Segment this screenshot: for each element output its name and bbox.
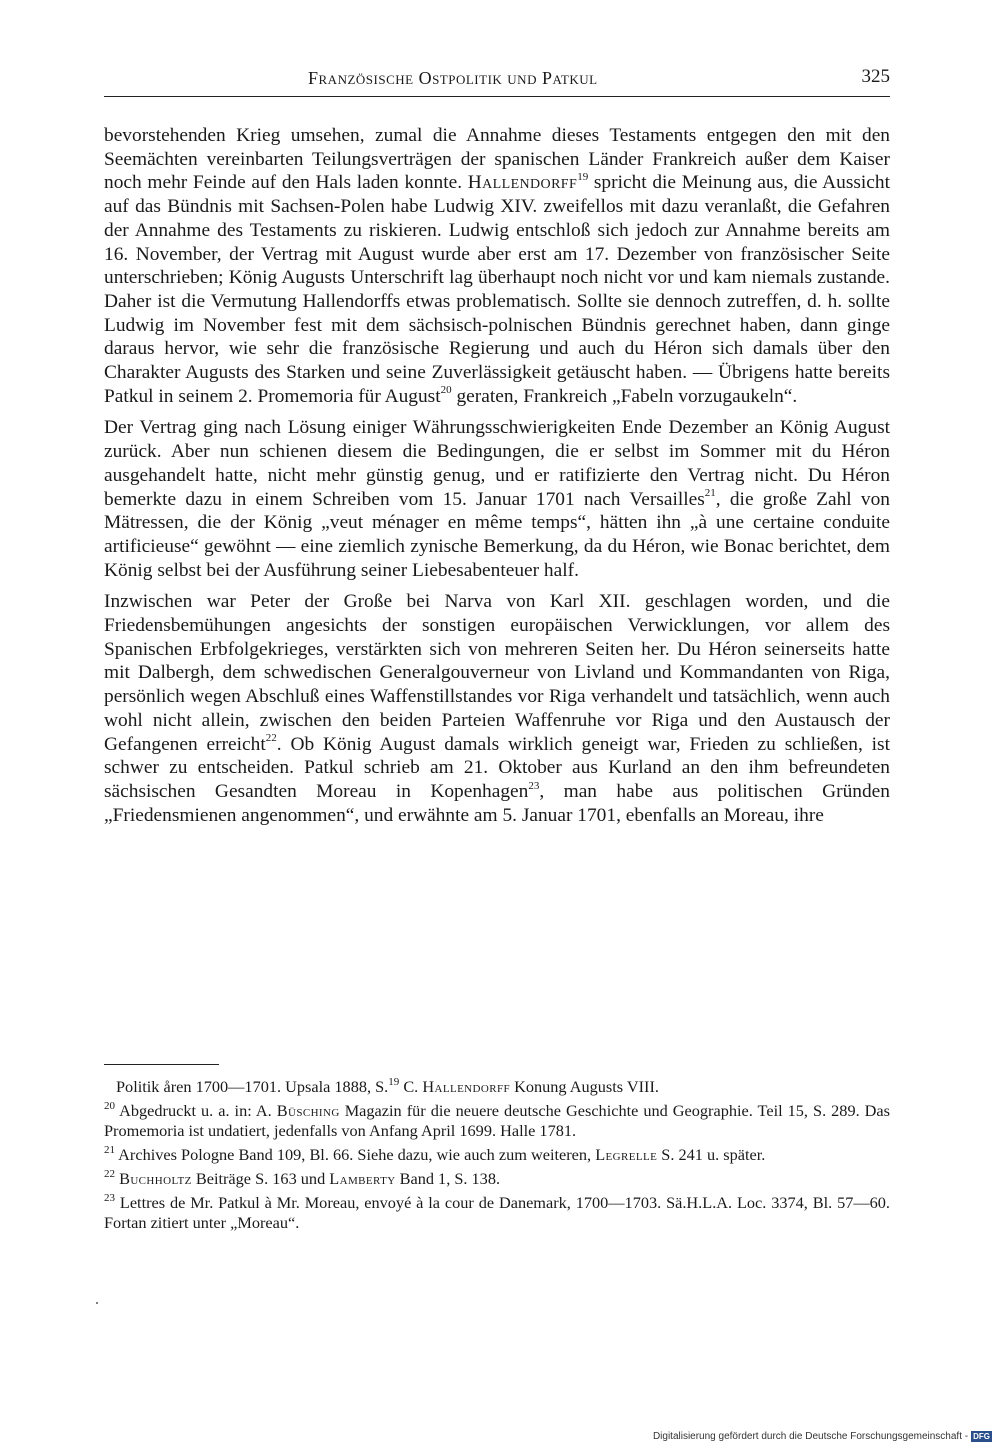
footnote-19: Politik åren 1700—1701. Upsala 1888, S.$^{19}$ C. Hallendorff Konung Augusts VIII. xyxy=(116,1075,659,1096)
running-title: Französische Ostpolitik und Patkul xyxy=(308,68,598,88)
footer-text: Digitalisierung gefördert durch die Deutsche Forschungsgemeinschaft - xyxy=(652,1431,969,1442)
footnote-ref: 19 xyxy=(577,170,589,183)
footnote-23: $^{23}$ Lettres de Mr. Patkul à Mr. Moreau, envoyé à la cour de Danemark, 1700—1703. Sä.H.L.A. Loc. 3374, Bl. 57—60. Fortan zitiert unter „Moreau“. xyxy=(104,1191,890,1232)
running-header xyxy=(104,66,890,97)
footnote-21: $^{21}$ Archives Pologne Band 109, Bl. 66. Siehe dazu, wie auch zum weiteren, Legrelle S. 241 u. später. xyxy=(104,1143,766,1164)
footnote-20: $^{20}$ Abgedruckt u. a. in: A. Büsching Magazin für die neuere deutsche Geschichte und Geographie. Teil 15, S. 289. Das Promemoria ist undatiert, jedenfalls von Anfang April 1699. Halle 1781. xyxy=(104,1099,890,1140)
dfg-logo: DFG xyxy=(973,1432,990,1441)
page-number: 325 xyxy=(861,66,890,87)
paragraph-3: Inzwischen war Peter der Große bei Narva von Karl XII. geschlagen worden, und die Friedensbemühungen angesichts der sonstigen europäischen Verwicklungen, vor allem des Spanischen Erbfolgekrieges, verstärkten sich von mehreren Seiten her. Du Héron seinerseits hatte mit Dalbergh, dem schwedischen Generalgouverneur von Livland und Kommandanten von Riga, persönlich wegen Abschluß eines Waffenstillstandes vor Riga verhandelt und tatsächlich, wenn auch wohl nicht allein, zwischen den beiden Parteien Waffenruhe vor Riga und den Austausch der Gefangenen erreicht$^{22}$. Ob König August damals wirklich geneigt war, Frieden zu schließen, ist schwer zu entscheiden. Patkul schrieb am 21. Oktober aus Kurland an den ihm befreundeten sächsischen Gesandten Moreau in Kopenhagen$^{23}$, man habe aus politischen Gründen „Friedensmienen angenommen“, und erwähnte am 5. Januar 1701, ebenfalls an Moreau, ihre xyxy=(104,591,890,826)
paragraph-2: Der Vertrag ging nach Lösung einiger Währungsschwierigkeiten Ende Dezember an König August zurück. Aber nun schienen diesem die Bedingungen, die er selbst im Sommer mit du Héron ausgehandelt hatte, nicht mehr günstig genug, und er ratifizierte den Vertrag nicht. Du Héron bemerkte dazu in einem Schreiben vom 15. Januar 1701 nach Versailles$^{21}$, die große Zahl von Mätressen, die der König „veut ménager en même temps“, hätten ihn „à une certaine conduite artificieuse“ gewöhnt — eine ziemlich zynische Bemerkung, da du Héron, wie Bonac berichtet, dem König selbst bei der Ausführung seiner Liebesabenteuer half. xyxy=(104,417,891,581)
footnote-22: $^{22}$ Buchholtz Beiträge S. 163 und Lamberty Band 1, S. 138. xyxy=(104,1167,501,1188)
footnote-divider xyxy=(104,1064,219,1065)
footnote-ref: 22 xyxy=(265,732,277,745)
footnote-ref: 21 xyxy=(704,487,716,500)
digitization-footer xyxy=(653,1431,992,1442)
author-name: Hallendorff xyxy=(467,172,578,194)
paragraph-1: bevorstehenden Krieg umsehen, zumal die Annahme dieses Testaments entgegen den mit den Seemächten vereinbarten Teilungsverträgen der spanischen Länder Frankreich außer dem Kaiser noch mehr Feinde auf den Hals laden konnte. Hallendorff$^{19}$ spricht die Meinung aus, die Aussicht auf das Bündnis mit Sachsen-Polen habe Ludwig XIV. zweifellos mit dazu veranlaßt, die Gefahren der Annahme des Testaments zu riskieren. Ludwig entschloß sich jedoch zur Annahme bereits am 16. November, der Vertrag mit August wurde aber erst am 17. Dezember von französischer Seite unterschrieben; König Augusts Unterschrift lag überhaupt noch nicht vor und kam niemals zustande. Daher ist die Vermutung Hallendorffs etwas problematisch. Sollte sie dennoch zutreffen, d. h. sollte Ludwig im November fest mit dem sächsisch-polnischen Bündnis gerechnet haben, dann ginge daraus hervor, wie sehr die französische Regierung und auch du Héron sich damals über den Charakter Augusts des Starken und seine Zuverlässigkeit getäuscht haben. — Übrigens hatte bereits Patkul in seinem 2. Promemoria für August$^{20}$ geraten, Frankreich „Fabeln vorzugaukeln“. xyxy=(104,125,890,407)
footnote-ref: 23 xyxy=(528,779,540,792)
footnotes xyxy=(104,1077,890,1237)
footnote-ref: 20 xyxy=(440,384,452,397)
main-text xyxy=(104,124,890,835)
scan-speck xyxy=(96,1302,98,1304)
